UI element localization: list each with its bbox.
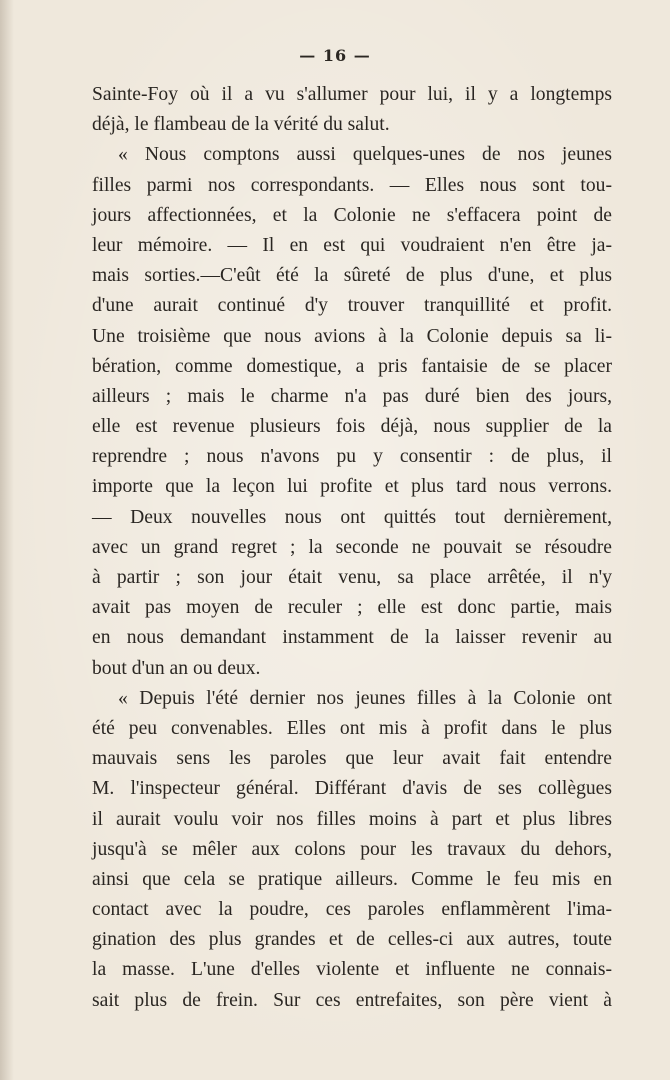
text-line: bération, comme domestique, a pris fantaisie de se placer [92,355,612,377]
text-line: mais sorties.—C'eût été la sûreté de plus d'une, et plus [92,265,612,287]
text-line: reprendre ; nous n'avons pu y consentir : de plus, il [92,446,612,468]
text-line: leur mémoire. — Il en est qui voudraient n'en être ja- [92,234,612,256]
text-line: en nous demandant instamment de la laisser revenir au [92,627,612,649]
text-line: M. l'inspecteur général. Différant d'avis de ses collègues [92,778,612,800]
text-line: sait plus de frein. Sur ces entrefaites, son père vient à [92,989,612,1011]
text-line: à partir ; son jour était venu, sa place arrêtée, il n'y [92,567,612,588]
text-line: filles parmi nos correspondants. — Elles nous sont tou- [92,174,612,196]
text-line: elle est revenue plusieurs fois déjà, nous supplier de la [92,416,612,438]
text-line: ailleurs ; mais le charme n'a pas duré bien des jours, [92,385,612,407]
text-line: déjà, le flambeau de la vérité du salut. [92,114,390,136]
text-line: Sainte-Foy où il a vu s'allumer pour lui, il y a longtemps [92,84,612,105]
text-line: gination des plus grandes et de celles-ci aux autres, toute [92,929,612,951]
page-number: — 16 — [299,46,371,65]
binding-shadow [0,0,14,1080]
text-line: importe que la leçon lui profite et plus tard nous verrons. [92,476,612,498]
text-line: bout d'un an ou deux. [92,657,261,679]
text-line: — Deux nouvelles nous ont quittés tout dernièrement, [92,506,612,528]
text-line: été peu convenables. Elles ont mis à profit dans le plus [92,717,612,739]
text-line: jours affectionnées, et la Colonie ne s'effacera point de [92,204,612,226]
text-line: Une troisième que nous avions à la Colonie depuis sa li- [92,325,612,347]
text-line: « Nous comptons aussi quelques-unes de nos jeunes [118,144,612,166]
text-line: ainsi que cela se pratique ailleurs. Comme le feu mis en [92,868,612,890]
text-line: « Depuis l'été dernier nos jeunes filles à la Colonie ont [118,687,612,709]
body-text [92,80,612,1016]
text-line: contact avec la poudre, ces paroles enflammèrent l'ima- [92,899,612,921]
text-line: avec un grand regret ; la seconde ne pouvait se résoudre [92,536,612,558]
text-line: jusqu'à se mêler aux colons pour les travaux du dehors, [92,838,612,860]
text-line: d'une aurait continué d'y trouver tranquillité et profit. [92,295,612,317]
text-line: avait pas moyen de reculer ; elle est donc partie, mais [92,597,612,619]
text-line: il aurait voulu voir nos filles moins à part et plus libres [92,808,612,830]
text-line: mauvais sens les paroles que leur avait fait entendre [92,748,612,770]
text-line: la masse. L'une d'elles violente et influente ne connais- [92,959,612,981]
